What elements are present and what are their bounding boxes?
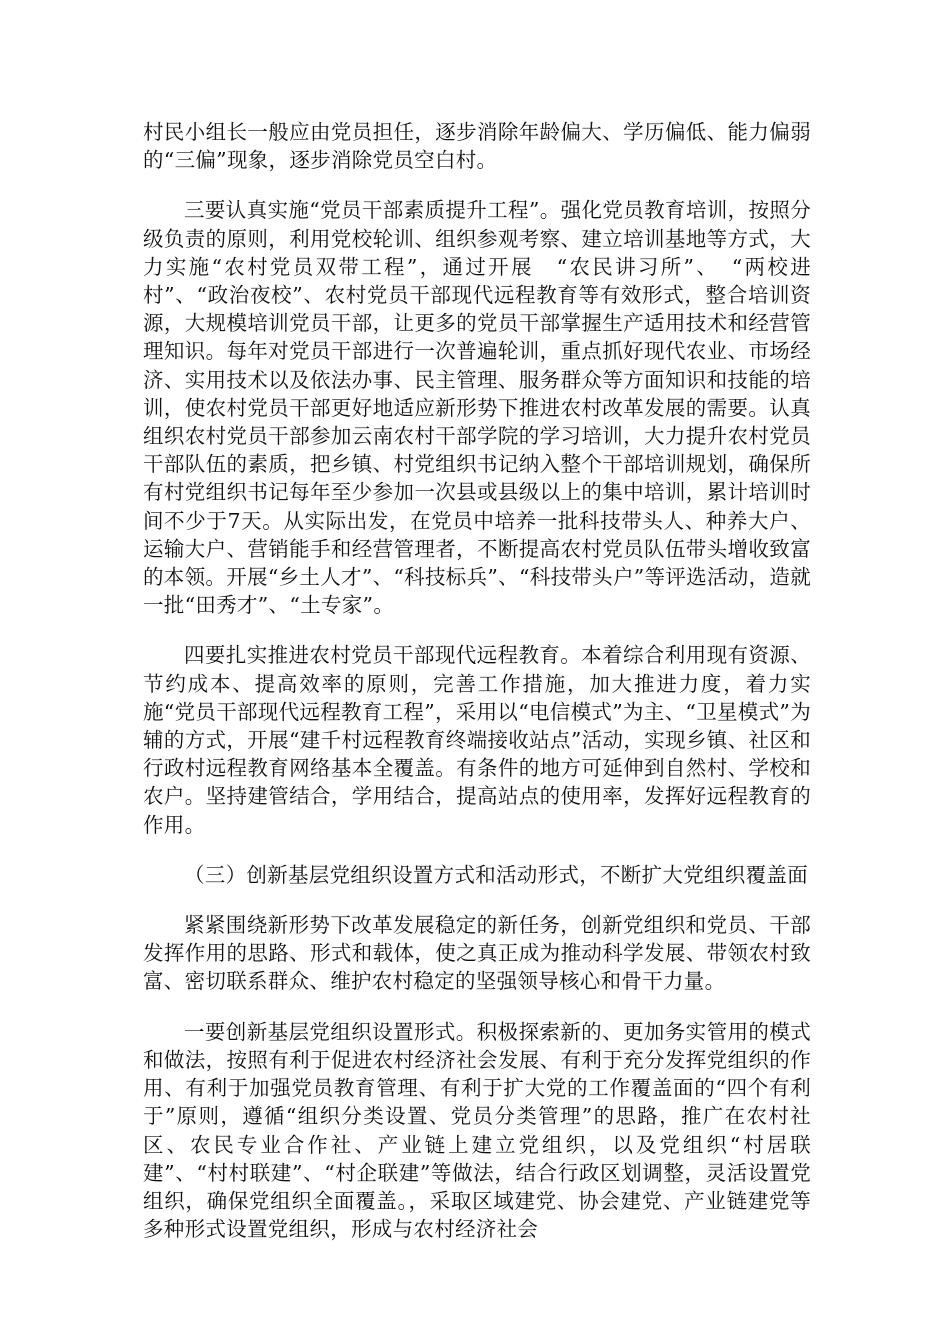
- paragraph-remote-education: 四要扎实推进农村党员干部现代远程教育。本着综合利用现有资源、节约成本、提高效率的原则，完善工作措施，加大推进力度，着力实施“党员干部现代远程教育工程”，采用以“电信模式”为主、“卫星模式”为辅的方式，开展“建千村远程教育终端接收站点”活动，实现乡镇、社区和行政村远程教育网络基本全覆盖。有条件的地方可延伸到自然村、学校和农户。坚持建管结合，学用结合，提高站点的使用率，发挥好远程教育的作用。: [143, 643, 811, 837]
- paragraph-quality-improvement: 三要认真实施“党员干部素质提升工程”。强化党员教育培训，按照分级负责的原则，利用党校轮训、组织参观考察、建立培训基地等方式，大力实施“农村党员双带工程”，通过开展 “农民讲习所”、 “两校进村”、“政治夜校”、农村党员干部现代远程教育等有效形式，整合培训资源，大规模培训党员干部，让更多的党员干部掌握生产适用技术和经营管理知识。每年对党员干部进行一次普遍轮训，重点抓好现代农业、市场经济、实用技术以及依法办事、民主管理、服务群众等方面知识和技能的培训，使农村党员干部更好地适应新形势下推进农村改革发展的需要。认真组织农村党员干部参加云南农村干部学院的学习培训，大力提升农村党员干部队伍的素质，把乡镇、村党组织书记纳入整个干部培训规划，确保所有村党组织书记每年至少参加一次县或县级以上的集中培训，累计培训时间不少于7天。从实际出发，在党员中培养一批科技带头人、种养大户、运输大户、营销能手和经营管理者，不断提高农村党员队伍带头增收致富的本领。开展“乡土人才”、“科技标兵”、“科技带头户”等评选活动，造就一批“田秀才”、“土专家”。: [143, 198, 811, 618]
- paragraph-organization-setup: 一要创新基层党组织设置形式。积极探索新的、更加务实管用的模式和做法，按照有利于促进农村经济社会发展、有利于充分发挥党组织的作用、有利于加强党员教育管理、有利于扩大党的工作覆盖面的“四个有利于”原则，遵循“组织分类设置、党员分类管理”的思路，推广在农村社区、农民专业合作社、产业链上建立党组织，以及党组织“村居联建”、“村村联建”、“村企联建”等做法，结合行政区划调整，灵活设置党组织，确保党组织全面覆盖。，采取区域建党、协会建党、产业链建党等多种形式设置党组织，形成与农村经济社会: [143, 1019, 811, 1242]
- paragraph-section-intro: 紧紧围绕新形势下改革发展稳定的新任务，创新党组织和党员、干部发挥作用的思路、形式和载体，使之真正成为推动科学发展、带领农村致富、密切联系群众、维护农村稳定的坚强领导核心和骨干力量。: [143, 913, 811, 994]
- paragraph-continuation: 村民小组长一般应由党员担任，逐步消除年龄偏大、学历偏低、能力偏弱的“三偏”现象，逐步消除党员空白村。: [143, 120, 811, 173]
- document-body: [143, 118, 811, 1265]
- section-heading: （三）创新基层党组织设置方式和活动形式，不断扩大党组织覆盖面: [184, 862, 808, 887]
